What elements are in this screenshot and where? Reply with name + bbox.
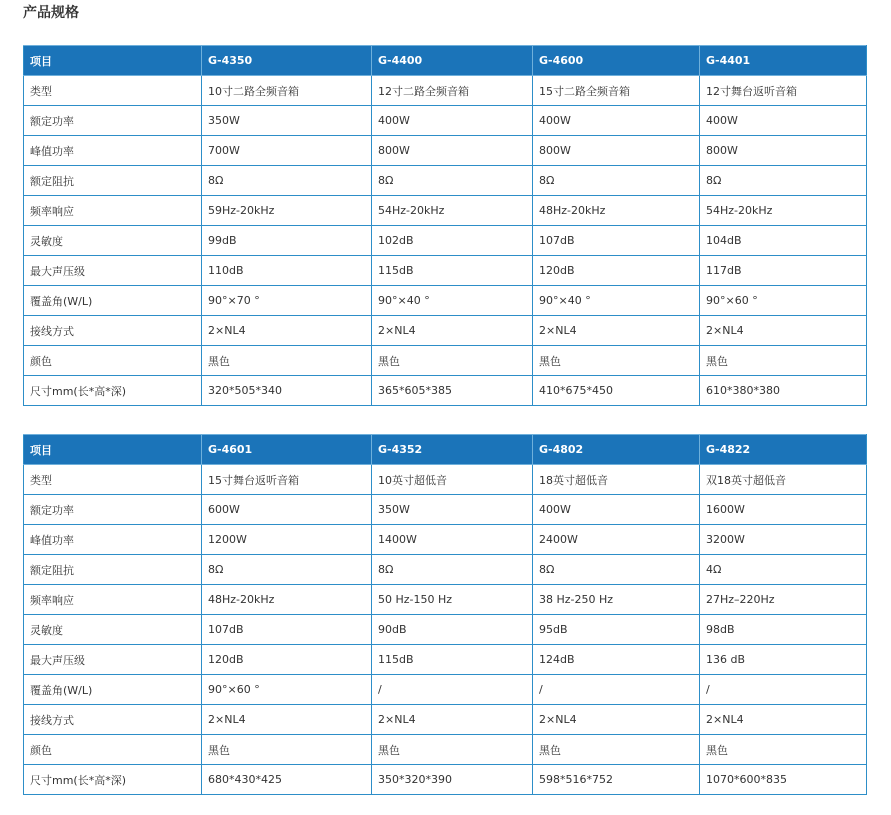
table-cell: 27Hz–220Hz: [700, 585, 867, 615]
table-cell: 黑色: [202, 346, 372, 376]
table-cell: 107dB: [202, 615, 372, 645]
table-cell: 黑色: [372, 735, 533, 765]
table-row: [24, 675, 867, 705]
table-row: [24, 136, 867, 166]
row-label-cell: 灵敏度: [24, 226, 202, 256]
table-cell: 320*505*340: [202, 376, 372, 406]
table-cell: 800W: [372, 136, 533, 166]
header-cell: G-4600: [533, 46, 700, 76]
row-label-cell: 尺寸mm(长*高*深): [24, 376, 202, 406]
table-cell: 54Hz-20kHz: [372, 196, 533, 226]
table-cell: 8Ω: [372, 555, 533, 585]
table-row: [24, 196, 867, 226]
row-label-cell: 类型: [24, 76, 202, 106]
table-cell: 15寸舞台返听音箱: [202, 465, 372, 495]
table-row: [24, 316, 867, 346]
table-cell: 48Hz-20kHz: [533, 196, 700, 226]
table-cell: 双18英寸超低音: [700, 465, 867, 495]
header-cell: G-4401: [700, 46, 867, 76]
row-label-cell: 频率响应: [24, 196, 202, 226]
row-label-cell: 额定功率: [24, 106, 202, 136]
table-cell: 12寸舞台返听音箱: [700, 76, 867, 106]
row-label-cell: 颜色: [24, 346, 202, 376]
table-cell: 15寸二路全频音箱: [533, 76, 700, 106]
table-cell: 8Ω: [533, 166, 700, 196]
row-label-cell: 额定阻抗: [24, 166, 202, 196]
row-label-cell: 额定阻抗: [24, 555, 202, 585]
table-cell: 2×NL4: [202, 705, 372, 735]
table-cell: 800W: [700, 136, 867, 166]
table-cell: 8Ω: [372, 166, 533, 196]
table-row: [24, 256, 867, 286]
table-cell: 90°×70 °: [202, 286, 372, 316]
header-cell: G-4802: [533, 435, 700, 465]
table-cell: 50 Hz-150 Hz: [372, 585, 533, 615]
table-cell: 8Ω: [700, 166, 867, 196]
table-cell: 黑色: [700, 735, 867, 765]
table-cell: 598*516*752: [533, 765, 700, 795]
table-cell: 98dB: [700, 615, 867, 645]
table-cell: 104dB: [700, 226, 867, 256]
table-cell: 400W: [533, 106, 700, 136]
row-label-cell: 最大声压级: [24, 256, 202, 286]
table-cell: 3200W: [700, 525, 867, 555]
row-label-cell: 接线方式: [24, 316, 202, 346]
table-row: [24, 615, 867, 645]
table-cell: 黑色: [372, 346, 533, 376]
table-cell: 1070*600*835: [700, 765, 867, 795]
row-label-cell: 额定功率: [24, 495, 202, 525]
table-cell: 2×NL4: [372, 705, 533, 735]
table-row: [24, 525, 867, 555]
row-label-cell: 峰值功率: [24, 136, 202, 166]
table-row: [24, 585, 867, 615]
row-label-cell: 最大声压级: [24, 645, 202, 675]
table-cell: /: [372, 675, 533, 705]
table-cell: 700W: [202, 136, 372, 166]
table-cell: /: [700, 675, 867, 705]
header-cell: G-4350: [202, 46, 372, 76]
header-cell: G-4400: [372, 46, 533, 76]
table-cell: 2×NL4: [533, 705, 700, 735]
header-cell: G-4601: [202, 435, 372, 465]
row-label-cell: 类型: [24, 465, 202, 495]
table-cell: 2×NL4: [202, 316, 372, 346]
header-cell: 项目: [24, 435, 202, 465]
table-cell: 1400W: [372, 525, 533, 555]
table-cell: 90dB: [372, 615, 533, 645]
table-cell: 90°×60 °: [700, 286, 867, 316]
table-cell: 350W: [372, 495, 533, 525]
table-row: [24, 106, 867, 136]
table-cell: 124dB: [533, 645, 700, 675]
table-header-row: [24, 46, 867, 76]
table-row: [24, 555, 867, 585]
table-row: [24, 735, 867, 765]
table-cell: 8Ω: [202, 166, 372, 196]
table-row: [24, 645, 867, 675]
table-cell: 680*430*425: [202, 765, 372, 795]
table-cell: 90°×60 °: [202, 675, 372, 705]
table-row: [24, 226, 867, 256]
table-cell: 120dB: [533, 256, 700, 286]
row-label-cell: 峰值功率: [24, 525, 202, 555]
row-label-cell: 接线方式: [24, 705, 202, 735]
header-cell: G-4822: [700, 435, 867, 465]
table-cell: 600W: [202, 495, 372, 525]
table-cell: 黑色: [533, 346, 700, 376]
row-label-cell: 灵敏度: [24, 615, 202, 645]
table-cell: 800W: [533, 136, 700, 166]
table-cell: 350*320*390: [372, 765, 533, 795]
table-cell: 黑色: [700, 346, 867, 376]
table-cell: 1200W: [202, 525, 372, 555]
table-row: [24, 376, 867, 406]
table-row: [24, 495, 867, 525]
row-label-cell: 覆盖角(W/L): [24, 286, 202, 316]
table-cell: 107dB: [533, 226, 700, 256]
spec-table-1: [23, 45, 867, 406]
table-cell: 59Hz-20kHz: [202, 196, 372, 226]
table-cell: 102dB: [372, 226, 533, 256]
row-label-cell: 尺寸mm(长*高*深): [24, 765, 202, 795]
row-label-cell: 颜色: [24, 735, 202, 765]
table-row: [24, 465, 867, 495]
row-label-cell: 频率响应: [24, 585, 202, 615]
table-cell: 120dB: [202, 645, 372, 675]
table-cell: 400W: [700, 106, 867, 136]
header-cell: G-4352: [372, 435, 533, 465]
table-cell: 4Ω: [700, 555, 867, 585]
table-cell: 136 dB: [700, 645, 867, 675]
page-title: 产品规格: [23, 5, 79, 21]
table-cell: 12寸二路全频音箱: [372, 76, 533, 106]
table-cell: 8Ω: [533, 555, 700, 585]
table-cell: 99dB: [202, 226, 372, 256]
table-cell: 2×NL4: [533, 316, 700, 346]
table-header-row: [24, 435, 867, 465]
table-cell: 黑色: [202, 735, 372, 765]
table-row: [24, 76, 867, 106]
table-row: [24, 286, 867, 316]
table-cell: 黑色: [533, 735, 700, 765]
row-label-cell: 覆盖角(W/L): [24, 675, 202, 705]
table-cell: 115dB: [372, 256, 533, 286]
spec-table-2: [23, 434, 867, 795]
table-cell: /: [533, 675, 700, 705]
table-cell: 610*380*380: [700, 376, 867, 406]
table-cell: 95dB: [533, 615, 700, 645]
table-cell: 410*675*450: [533, 376, 700, 406]
header-cell: 项目: [24, 46, 202, 76]
table-cell: 2×NL4: [700, 316, 867, 346]
table-cell: 2×NL4: [372, 316, 533, 346]
table-cell: 400W: [372, 106, 533, 136]
table-cell: 110dB: [202, 256, 372, 286]
table-cell: 350W: [202, 106, 372, 136]
table-row: [24, 346, 867, 376]
table-cell: 2×NL4: [700, 705, 867, 735]
table-cell: 8Ω: [202, 555, 372, 585]
table-cell: 1600W: [700, 495, 867, 525]
table-cell: 38 Hz-250 Hz: [533, 585, 700, 615]
table-cell: 117dB: [700, 256, 867, 286]
table-row: [24, 166, 867, 196]
table-cell: 2400W: [533, 525, 700, 555]
table-cell: 365*605*385: [372, 376, 533, 406]
table-cell: 90°×40 °: [533, 286, 700, 316]
table-cell: 10寸二路全频音箱: [202, 76, 372, 106]
table-cell: 54Hz-20kHz: [700, 196, 867, 226]
table-cell: 10英寸超低音: [372, 465, 533, 495]
table-row: [24, 705, 867, 735]
table-cell: 48Hz-20kHz: [202, 585, 372, 615]
table-cell: 18英寸超低音: [533, 465, 700, 495]
table-cell: 400W: [533, 495, 700, 525]
table-cell: 90°×40 °: [372, 286, 533, 316]
table-row: [24, 765, 867, 795]
table-cell: 115dB: [372, 645, 533, 675]
